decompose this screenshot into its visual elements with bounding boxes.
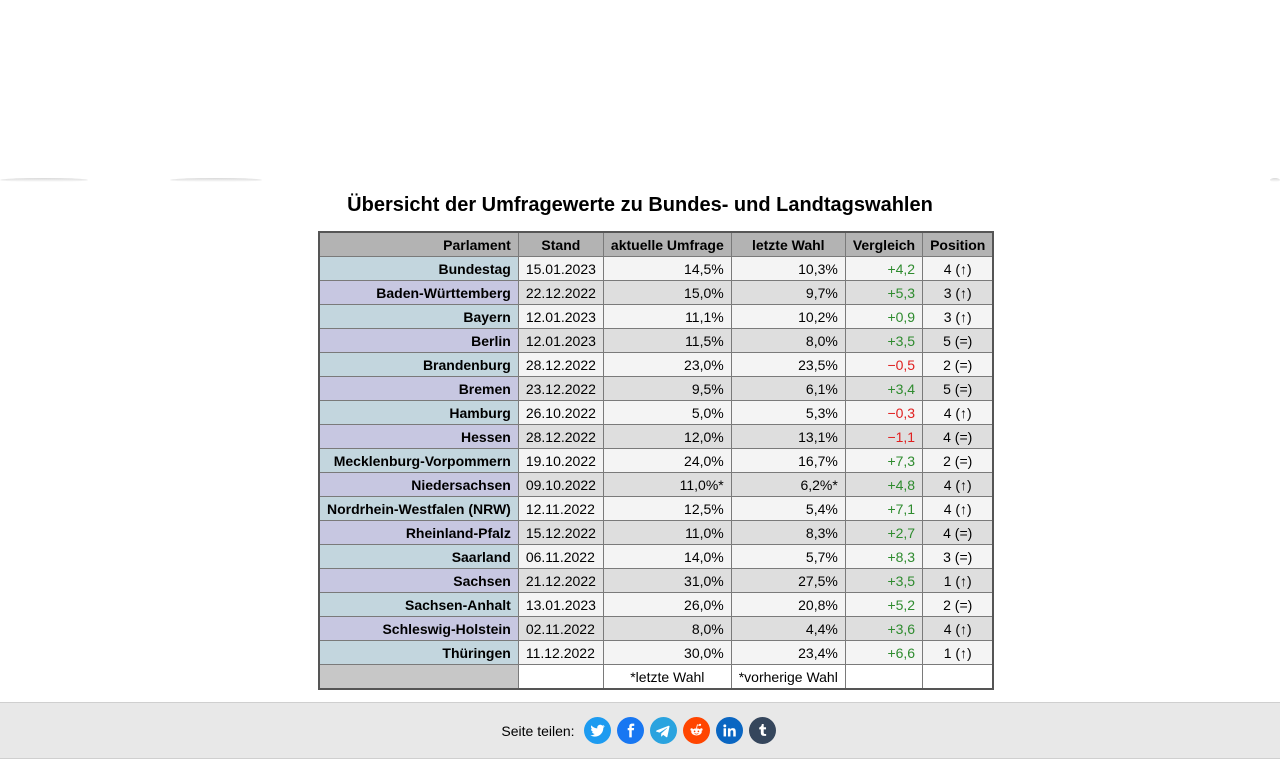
row-parlament: Mecklenburg-Vorpommern [319,449,518,473]
row-position: 2 (=) [923,353,994,377]
table-row [319,281,993,305]
row-parlament: Sachsen-Anhalt [319,593,518,617]
row-letzte-wahl: 16,7% [731,449,845,473]
footnote-umfrage: *letzte Wahl [603,665,731,690]
row-parlament: Sachsen [319,569,518,593]
row-stand: 28.12.2022 [518,353,603,377]
table-row [319,569,993,593]
row-vergleich: −0,5 [845,353,922,377]
share-bar [0,702,1280,759]
table-row [319,617,993,641]
row-umfrage: 9,5% [603,377,731,401]
row-position: 5 (=) [923,329,994,353]
linkedin-share-button[interactable] [716,717,743,744]
row-position: 1 (↑) [923,569,994,593]
row-vergleich: +7,3 [845,449,922,473]
row-vergleich: +3,5 [845,329,922,353]
row-umfrage: 15,0% [603,281,731,305]
row-vergleich: −0,3 [845,401,922,425]
row-parlament: Saarland [319,545,518,569]
row-umfrage: 12,0% [603,425,731,449]
row-umfrage: 14,5% [603,257,731,281]
row-parlament: Nordrhein-Westfalen (NRW) [319,497,518,521]
table-row [319,473,993,497]
row-stand: 13.01.2023 [518,593,603,617]
row-vergleich: +6,6 [845,641,922,665]
row-letzte-wahl: 4,4% [731,617,845,641]
table-row [319,449,993,473]
row-vergleich: +5,3 [845,281,922,305]
table-row [319,545,993,569]
table-row [319,257,993,281]
footnote-empty-cell [518,665,603,690]
row-parlament: Bundestag [319,257,518,281]
row-vergleich: +4,2 [845,257,922,281]
footnote-empty-cell [845,665,922,690]
row-parlament: Niedersachsen [319,473,518,497]
row-parlament: Brandenburg [319,353,518,377]
row-umfrage: 24,0% [603,449,731,473]
row-umfrage: 14,0% [603,545,731,569]
row-position: 4 (↑) [923,401,994,425]
share-label: Seite teilen: [501,722,575,739]
footnote-empty-cell [923,665,994,690]
row-vergleich: +3,6 [845,617,922,641]
row-umfrage: 11,0%* [603,473,731,497]
telegram-share-button[interactable] [650,717,677,744]
table-row [319,497,993,521]
linkedin-icon [722,723,737,738]
row-parlament: Bremen [319,377,518,401]
row-stand: 02.11.2022 [518,617,603,641]
table-row [319,641,993,665]
row-vergleich: +5,2 [845,593,922,617]
row-letzte-wahl: 6,1% [731,377,845,401]
table-row [319,593,993,617]
row-letzte-wahl: 6,2%* [731,473,845,497]
footnote-row [319,665,993,690]
row-umfrage: 8,0% [603,617,731,641]
row-vergleich: +2,7 [845,521,922,545]
facebook-icon [623,723,638,738]
row-position: 4 (↑) [923,497,994,521]
row-position: 4 (↑) [923,617,994,641]
header-parlament: Parlament [319,232,518,257]
table-row [319,377,993,401]
reddit-share-button[interactable] [683,717,710,744]
row-vergleich: +4,8 [845,473,922,497]
row-position: 3 (↑) [923,281,994,305]
row-stand: 23.12.2022 [518,377,603,401]
twitter-icon [589,722,606,739]
row-vergleich: −1,1 [845,425,922,449]
row-parlament: Berlin [319,329,518,353]
row-letzte-wahl: 9,7% [731,281,845,305]
reddit-icon [688,722,705,739]
row-stand: 12.01.2023 [518,305,603,329]
row-umfrage: 11,0% [603,521,731,545]
header-stand: Stand [518,232,603,257]
row-stand: 15.01.2023 [518,257,603,281]
row-stand: 26.10.2022 [518,401,603,425]
row-stand: 21.12.2022 [518,569,603,593]
row-position: 2 (=) [923,593,994,617]
row-stand: 06.11.2022 [518,545,603,569]
row-letzte-wahl: 8,0% [731,329,845,353]
row-letzte-wahl: 23,4% [731,641,845,665]
page-title: Übersicht der Umfragewerte zu Bundes- und Landtagswahlen [347,194,933,216]
row-parlament: Rheinland-Pfalz [319,521,518,545]
header-umfrage: aktuelle Umfrage [603,232,731,257]
row-letzte-wahl: 27,5% [731,569,845,593]
row-position: 3 (↑) [923,305,994,329]
row-position: 4 (=) [923,521,994,545]
row-parlament: Hamburg [319,401,518,425]
row-parlament: Bayern [319,305,518,329]
poll-table [318,231,994,690]
row-vergleich: +3,5 [845,569,922,593]
footnote-wahl: *vorherige Wahl [731,665,845,690]
row-stand: 09.10.2022 [518,473,603,497]
row-stand: 28.12.2022 [518,425,603,449]
row-position: 5 (=) [923,377,994,401]
row-stand: 11.12.2022 [518,641,603,665]
table-header-row [319,232,993,257]
row-umfrage: 11,1% [603,305,731,329]
row-letzte-wahl: 23,5% [731,353,845,377]
row-umfrage: 5,0% [603,401,731,425]
row-umfrage: 11,5% [603,329,731,353]
share-container [0,717,1280,744]
row-umfrage: 26,0% [603,593,731,617]
header-letzte-wahl: letzte Wahl [731,232,845,257]
row-letzte-wahl: 13,1% [731,425,845,449]
table-row [319,329,993,353]
row-vergleich: +7,1 [845,497,922,521]
row-umfrage: 12,5% [603,497,731,521]
row-vergleich: +8,3 [845,545,922,569]
row-umfrage: 23,0% [603,353,731,377]
row-umfrage: 31,0% [603,569,731,593]
row-vergleich: +3,4 [845,377,922,401]
tumblr-icon [756,723,769,738]
row-stand: 19.10.2022 [518,449,603,473]
table-row [319,305,993,329]
row-letzte-wahl: 10,2% [731,305,845,329]
header-shadow [0,178,1280,183]
twitter-share-button[interactable] [584,717,611,744]
row-letzte-wahl: 10,3% [731,257,845,281]
row-stand: 12.11.2022 [518,497,603,521]
telegram-icon [655,723,671,739]
row-letzte-wahl: 5,3% [731,401,845,425]
row-umfrage: 30,0% [603,641,731,665]
row-position: 4 (↑) [923,257,994,281]
table-row [319,401,993,425]
row-parlament: Hessen [319,425,518,449]
footnote-empty-cell [319,665,518,690]
row-letzte-wahl: 20,8% [731,593,845,617]
header-position: Position [923,232,994,257]
table-row [319,425,993,449]
row-parlament: Schleswig-Holstein [319,617,518,641]
facebook-share-button[interactable] [617,717,644,744]
row-vergleich: +0,9 [845,305,922,329]
row-stand: 15.12.2022 [518,521,603,545]
row-position: 3 (=) [923,545,994,569]
header-vergleich: Vergleich [845,232,922,257]
row-stand: 12.01.2023 [518,329,603,353]
row-position: 2 (=) [923,449,994,473]
row-parlament: Thüringen [319,641,518,665]
row-stand: 22.12.2022 [518,281,603,305]
row-position: 1 (↑) [923,641,994,665]
row-letzte-wahl: 5,4% [731,497,845,521]
row-parlament: Baden-Württemberg [319,281,518,305]
table-row [319,353,993,377]
row-position: 4 (↑) [923,473,994,497]
tumblr-share-button[interactable] [749,717,776,744]
table-row [319,521,993,545]
row-letzte-wahl: 5,7% [731,545,845,569]
row-letzte-wahl: 8,3% [731,521,845,545]
row-position: 4 (=) [923,425,994,449]
